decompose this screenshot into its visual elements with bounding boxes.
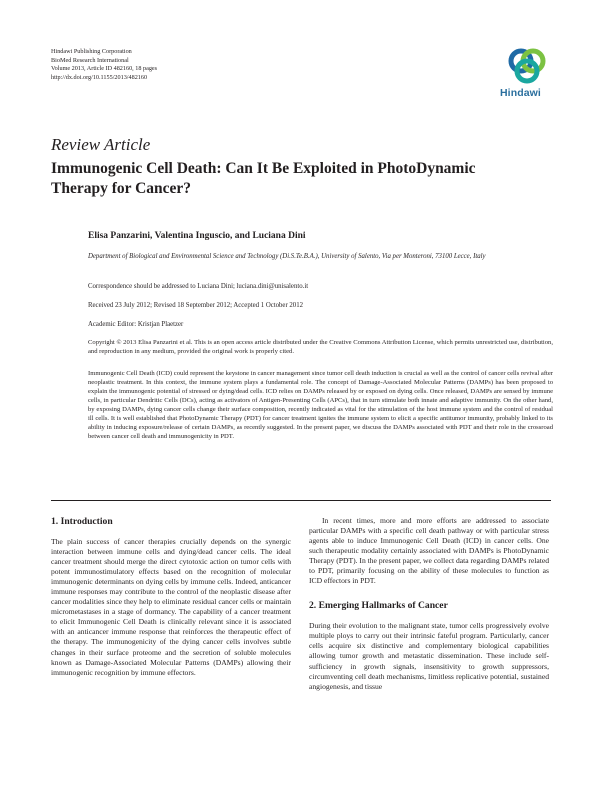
hindawi-logo [500,46,558,106]
journal-masthead [51,48,157,82]
abstract-text: Immunogenic Cell Death (ICD) could represent the keystone in cancer management since tumor cell death induction is crucial as well as the control of cancer cells revival after neoplastic treatment. In this context, the immune system plays a fundamental role. The concept of Damage-Associated Molecular Patterns (DAMPs) has been proposed to explain the immunogenic potential of stressed or dying/dead cells. ICD relies on DAMPs released by or exposed on dying cells. Once released, DAMPs are sensed by immune cells, in particular Dendritic Cells (DCs), acting as activators of Antigen-Presenting Cells (APCs), that in turn stimulate both innate and adaptive immunity. On the other hand, by exposing DAMPs, dying cancer cells change their surface composition, recently indicated as vital for the stimulation of the host immune system and the control of residual ill cells. It is well established that PhotoDynamic Therapy (PDT) for cancer treatment ignites the immune system to elicit a specific antitumor immunity, probably linked to its ability in inducing exposure/release of certain DAMPs, as recently suggested. In the present paper, we discuss the DAMPs associated with PDT and their role in the crossroad between cancer cell death and immunogenicity in PDT. [88,370,553,441]
author-list: Elisa Panzarini, Valentina Inguscio, and Luciana Dini [88,231,306,241]
journal-name: BioMed Research International [51,56,129,64]
article-title: Immunogenic Cell Death: Can It Be Exploited in PhotoDynamic Therapy for Cancer? [51,160,476,197]
publisher-name: Hindawi Publishing Corporation [51,48,132,55]
submission-dates: Received 23 July 2012; Revised 18 September 2012; Accepted 1 October 2012 [88,302,303,309]
left-column [51,516,291,678]
introduction-heading: 1. Introduction [51,516,113,527]
hallmarks-paragraph-1: During their evolution to the malignant state, tumor cells progressively evolve multiple ploys to carry out their intrinsic fateful program. Particularly, cancer cells acquire six distinctive and complementary biological capabilities allowing tumor growth and metastatic dissemination. These include self-sufficiency in growth signals, insensitivity to growth suppressors, circumventing cell death mechanisms, limitless replicative potential, sustained angiogenesis, and tissue [309,621,549,691]
academic-editor: Academic Editor: Kristjan Plaetzer [88,321,184,328]
volume-info: Volume 2013, Article ID 482160, 18 pages [51,65,158,73]
hindawi-rings-icon [506,46,548,86]
right-column [309,516,549,692]
correspondence-line: Correspondence should be addressed to Luciana Dini; luciana.dini@unisalento.it [88,283,309,290]
introduction-paragraph-2: In recent times, more and more efforts are addressed to associate particular DAMPs with a specific cell death pathway or with particular stress agents able to induce Immunogenic Cell Death (ICD) in cancer cells. One such therapeutic modality certainly associated with DAMPs is PhotoDynamic Therapy (PDT). In the present paper, we collect data regarding DAMPs related to PDT, primarily focusing on the ability of these molecules to function as ICD effectors in PDT. [309,516,549,586]
doi-link[interactable]: http://dx.doi.org/10.1155/2013/482160 [51,73,148,81]
hindawi-logo-text: Hindawi [500,87,541,99]
introduction-paragraph-1: The plain success of cancer therapies crucially depends on the synergic interaction between immune cells and dying/dead cancer cells. The ideal cancer treatment should merge the direct cytotoxic action on tumor cells with potent immunostimulatory effects based on the recognition of molecular immunogenic determinants on dying cells by immune cells. Indeed, anticancer immune responses may contribute to the control of the neoplastic disease after cancer modalities since they help to eliminate residual cancer cells or maintain micrometastases in a stage of dormancy. The capability of a cancer treatment to elicit Immunogenic Cell Death is clinically relevant since it is associated with an anticancer immune response that reinforces the therapeutic effect of the therapy. The immunogenicity of the dying cancer cells involves subtle changes in their surface proteome and the secretion of soluble molecules known as Damage-Associated Molecular Patterns (DAMPs) allowing their immunogenic recognition by immune effectors. [51,537,291,677]
hallmarks-heading: 2. Emerging Hallmarks of Cancer [309,600,448,612]
author-affiliation: Department of Biological and Environmental Science and Technology (Di.S.Te.B.A.), University of Salento, Via per Monteroni, 73100 Lecce, Italy [88,253,486,260]
article-type: Review Article [51,135,151,154]
section-divider [51,500,551,501]
copyright-notice: Copyright © 2013 Elisa Panzarini et al. This is an open access article distributed under the Creative Commons Attribution License, which permits unrestricted use, distribution, and reproduction in any medium, provided the original work is properly cited. [88,339,553,356]
